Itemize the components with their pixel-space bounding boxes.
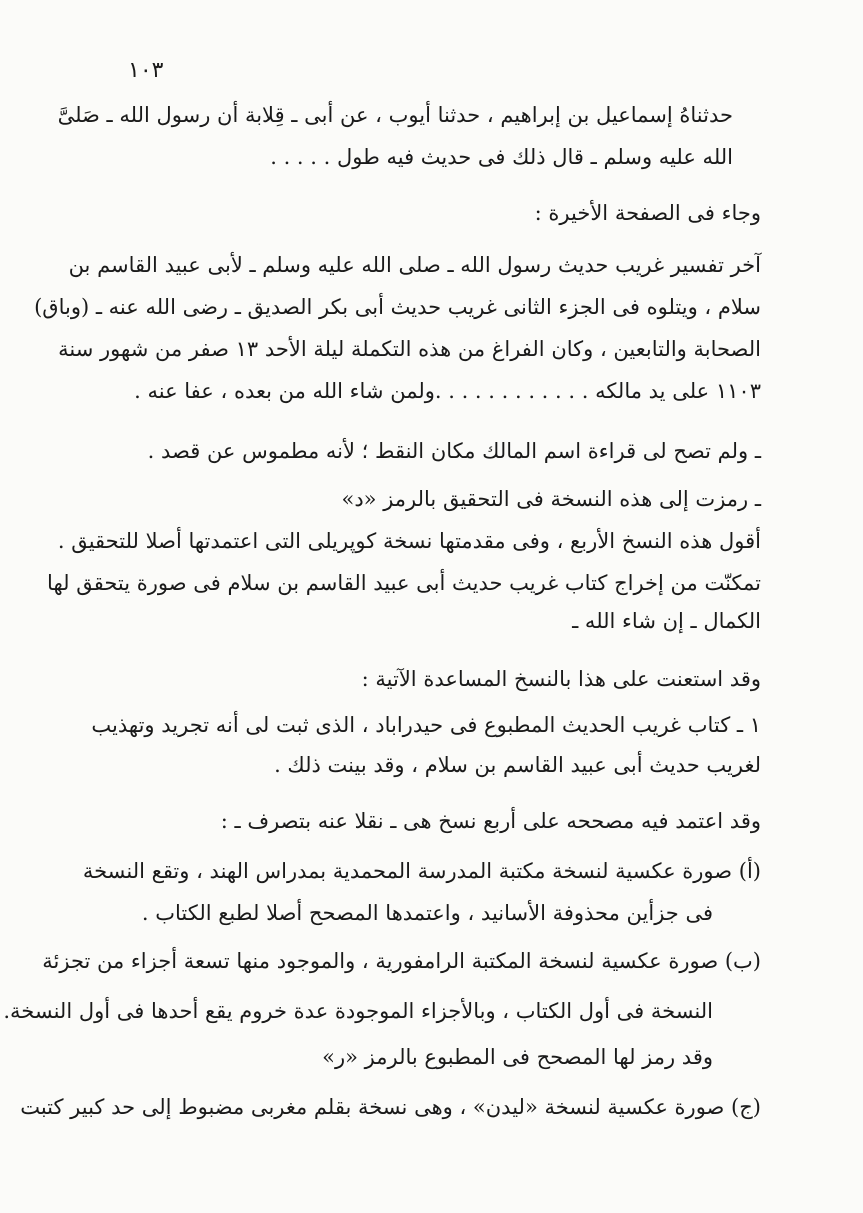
text-line: الصحابة والتابعين ، وكان الفراغ من هذه التكملة ليلة الأحد ١٣ صفر من شهور سنة — [58, 337, 761, 361]
text-line: وقد استعنت على هذا بالنسخ المساعدة الآتية : — [361, 667, 761, 691]
text-line: وقد رمز لها المصحح فى المطبوع بالرمز «ر» — [322, 1045, 713, 1069]
text-line: سلام ، ويتلوه فى الجزء الثانى غريب حديث أبى بكر الصديق ـ رضى الله عنه ـ (وباق) — [34, 295, 761, 319]
text-line: آخر تفسير غريب حديث رسول الله ـ صلى الله عليه وسلم ـ لأبى عبيد القاسم بن — [68, 253, 761, 277]
text-line: حدثناهُ إسماعيل بن إبراهيم ، حدثنا أيوب ، عن أبى ـ قِلابة أن رسول الله ـ صَلىَّ — [57, 103, 733, 127]
text-line: (ب) صورة عكسية لنسخة المكتبة الرامفورية ، والموجود منها تسعة أجزاء من تجزئة — [42, 949, 761, 973]
page-number: ١٠٣ — [128, 58, 164, 83]
text-line: ١١٠٣ على يد مالكه . . . . . . . . . . . .ولمن شاء الله من بعده ، عفا عنه . — [134, 379, 761, 403]
text-line: (ج) صورة عكسية لنسخة «ليدن» ، وهى نسخة بقلم مغربى مضبوط إلى حد كبير كتبت — [20, 1095, 761, 1119]
text-line: ـ ولم تصح لى قراءة اسم المالك مكان النقط ؛ لأنه مطموس عن قصد . — [147, 439, 761, 463]
text-line: (أ) صورة عكسية لنسخة مكتبة المدرسة المحمدية بمدراس الهند ، وتقع النسخة — [82, 859, 761, 883]
text-line: وقد اعتمد فيه مصححه على أربع نسخ هى ـ نقلا عنه بتصرف ـ : — [220, 809, 761, 833]
text-line: لغريب حديث أبى عبيد القاسم بن سلام ، وقد بينت ذلك . — [274, 753, 761, 777]
text-line: أقول هذه النسخ الأربع ، وفى مقدمتها نسخة كوپريلى التى اعتمدتها أصلا للتحقيق . — [57, 529, 761, 553]
text-line: وجاء فى الصفحة الأخيرة : — [534, 201, 761, 225]
text-line: تمكنّت من إخراج كتاب غريب حديث أبى عبيد القاسم بن سلام فى صورة يتحقق لها — [47, 571, 761, 595]
text-line: الكمال ـ إن شاء الله ـ — [572, 609, 761, 633]
text-line: ـ رمزت إلى هذه النسخة فى التحقيق بالرمز «د» — [341, 487, 761, 511]
text-line: ١ ـ كتاب غريب الحديث المطبوع فى حيدراباد ، الذى ثبت لى أنه تجريد وتهذيب — [91, 713, 761, 737]
text-line: النسخة فى أول الكتاب ، وبالأجزاء الموجودة عدة خروم يقع أحدها فى أول النسخة. — [3, 999, 713, 1023]
text-line: الله عليه وسلم ـ قال ذلك فى حديث فيه طول . . . . . — [270, 145, 733, 169]
text-line: فى جزأين محذوفة الأسانيد ، واعتمدها المصحح أصلا لطبع الكتاب . — [141, 901, 713, 925]
